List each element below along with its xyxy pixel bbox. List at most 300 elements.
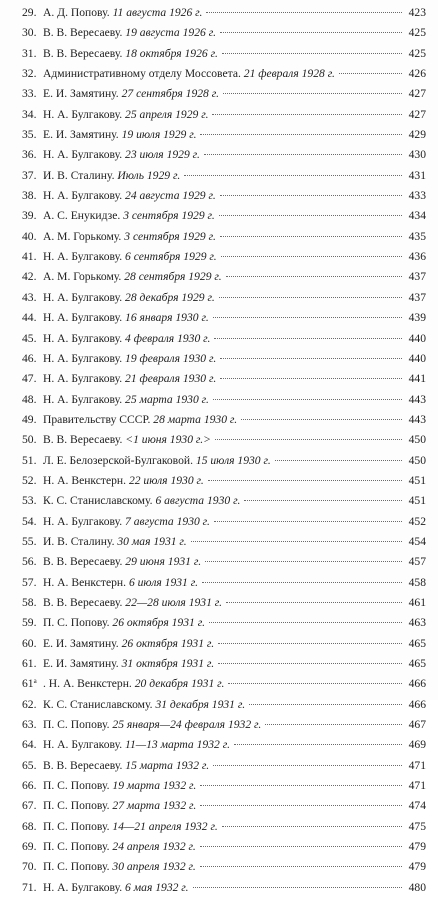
entry-number-text: 59. [22,616,37,630]
toc-entry [22,349,426,369]
entry-title [43,410,237,430]
dot-leader [213,399,402,400]
entry-date: 6 августа 1930 г. [155,494,241,508]
entry-page-number: 425 [408,26,426,40]
entry-title [43,247,217,267]
entry-date: 3 сентября 1929 г. [124,229,216,243]
entry-title [43,44,218,64]
dot-leader [213,765,402,766]
toc-entry [22,552,426,572]
dot-leader [202,582,402,583]
dot-leader [200,846,402,847]
entry-number-text: 39. [22,209,37,223]
dot-leader [221,256,402,257]
dot-leader [213,317,402,318]
dot-leader [200,134,402,135]
dot-leader [244,500,402,501]
entry-title [43,532,187,552]
entry-number-text: 41. [22,250,37,264]
entry-number-text: 43. [22,290,37,304]
toc-entry [22,573,426,593]
entry-page-number: 431 [408,168,426,182]
entry-date: 15 июля 1930 г. [195,453,271,467]
dot-leader [220,236,402,237]
dot-leader [234,744,402,745]
entry-number [22,735,43,755]
toc-entry [22,857,426,877]
dot-leader [275,460,402,461]
entry-page-number: 465 [408,657,426,670]
entry-date: 19 июля 1929 г. [121,128,197,142]
entry-page-number: 423 [408,6,426,19]
entry-number-text: 70. [22,860,37,874]
entry-title [43,329,210,349]
entry-title [43,430,211,450]
toc-entry [22,491,426,511]
toc-entry [22,674,426,694]
entry-recipient: П. С. Попову. [43,840,110,854]
entry-date: 24 августа 1929 г. [125,189,216,203]
entry-recipient: Н. А. Булгакову. [43,880,123,894]
entry-number [22,695,43,715]
entry-recipient: Н. А. Булгакову. [43,189,123,203]
entry-date: 28 декабря 1929 г. [125,290,215,304]
entry-number-text: 65. [22,758,37,772]
dot-leader [214,338,402,339]
toc-entry [22,329,426,349]
entry-title [43,105,208,125]
entry-title [43,451,271,471]
entry-date: 20 декабря 1931 г. [134,677,225,691]
entry-page-number: 466 [408,677,426,691]
entry-date: 6 сентября 1929 г. [125,250,217,264]
toc-entry [22,390,426,410]
dot-leader [223,93,402,94]
entry-recipient: Е. И. Замятину. [43,657,119,670]
entry-number-text: 32. [22,67,37,81]
entry-number [22,267,43,287]
entry-page-number: 427 [408,107,426,121]
entry-number [22,837,43,857]
entry-date: 27 марта 1932 г. [112,799,197,813]
entry-recipient: Л. Е. Белозерской-Булгаковой. [43,453,193,467]
entry-date: 21 февраля 1928 г. [243,67,335,81]
entry-number [22,186,43,206]
entry-recipient: Н. А. Булгакову. [43,351,123,365]
dot-leader [265,724,402,725]
entry-number-text: 56. [22,555,37,569]
entry-page-number: 480 [408,880,426,894]
entry-page-number: 458 [408,575,426,589]
entry-date: 3 сентября 1929 г. [123,209,215,223]
entry-date: 23 июля 1929 г. [125,148,200,162]
entry-number [22,613,43,633]
toc-entry [22,145,426,165]
entry-date: Июль 1929 г. [117,168,181,182]
entry-number-text: 37. [22,168,37,182]
entry-recipient: П. С. Попову. [43,718,110,732]
entry-recipient: А. М. Горькому. [43,229,122,243]
entry-recipient: Н. А. Венкстерн. [43,575,127,589]
toc-entry [22,695,426,715]
dot-leader [215,439,402,440]
entry-page-number: 466 [408,697,426,711]
entry-recipient: К. С. Станиславскому. [43,697,153,711]
entry-number-text: 31. [22,46,37,60]
entry-page-number: 425 [408,46,426,60]
entry-number-text: 33. [22,87,37,101]
entry-recipient: И. В. Сталину. [43,534,115,548]
entry-recipient: Н. А. Булгакову. [43,372,123,386]
entry-number-text: 52. [22,473,37,487]
entry-number [22,247,43,267]
entry-title [43,64,335,84]
entry-recipient: А. Д. Попову. [43,6,110,19]
entry-number-text: 35. [22,128,37,142]
entry-recipient: Е. И. Замятину. [43,87,119,101]
entry-number-text: 40. [22,229,37,243]
entry-date: 11 августа 1926 г. [112,6,203,19]
entry-title [43,349,216,369]
entry-number [22,125,43,145]
entry-title [43,674,224,694]
toc-entry [22,613,426,633]
entry-recipient: И. В. Сталину. [43,168,115,182]
dot-leader [220,32,402,33]
toc-entry [22,817,426,837]
entry-title [43,23,216,43]
entry-number [22,206,43,226]
toc-entry [22,308,426,328]
entry-number [22,145,43,165]
entry-number-text: 58. [22,595,37,609]
dot-leader [222,53,402,54]
dot-leader [226,602,402,603]
entry-number [22,552,43,572]
entry-title [43,186,216,206]
entry-number [22,23,43,43]
entry-recipient: Н. А. Булгакову. [43,331,123,345]
entry-title [43,84,219,104]
toc-entry [22,64,426,84]
table-of-contents [22,3,426,898]
entry-number-text: 67. [22,799,37,813]
entry-date: 22—28 июля 1931 г. [125,595,223,609]
entry-number [22,532,43,552]
entry-title [43,796,196,816]
entry-page-number: 469 [408,738,426,752]
entry-date: 29 июня 1931 г. [125,555,202,569]
entry-number-text: 29. [22,6,37,19]
entry-number-text: 55. [22,534,37,548]
entry-number [22,857,43,877]
dot-leader [206,12,402,13]
entry-number-text: 61. [22,657,37,670]
dot-leader [193,887,402,888]
dot-leader [205,561,402,562]
entry-recipient: А. С. Енукидзе. [43,209,121,223]
entry-title [43,715,261,735]
entry-page-number: 440 [408,331,426,345]
entry-date: 25 января—24 февраля 1932 г. [112,718,262,732]
entry-page-number: 437 [408,290,426,304]
entry-number [22,796,43,816]
entry-recipient: П. С. Попову. [43,616,110,630]
entry-number [22,776,43,796]
toc-entry [22,267,426,287]
toc-entry [22,451,426,471]
entry-recipient: Н. А. Булгакову. [43,290,123,304]
toc-entry [22,3,426,23]
entry-page-number: 467 [408,718,426,732]
toc-entry [22,634,426,654]
entry-number [22,390,43,410]
entry-page-number: 434 [408,209,426,223]
entry-number [22,227,43,247]
entry-recipient: В. В. Вересаеву. [43,26,123,40]
dot-leader [200,785,402,786]
entry-number [22,166,43,186]
entry-title [43,735,230,755]
entry-title [43,634,214,654]
entry-recipient: . Н. А. Венкстерн. [43,677,132,691]
dot-leader [209,622,402,623]
entry-number [22,308,43,328]
entry-page-number: 454 [408,534,426,548]
entry-recipient: Н. А. Булгакову. [43,250,123,264]
entry-title [43,308,209,328]
entry-page-number: 451 [408,473,426,487]
dot-leader [191,541,402,542]
dot-leader [219,215,402,216]
entry-recipient: Н. А. Булгакову. [43,514,123,528]
entry-date: 21 февраля 1930 г. [125,372,217,386]
toc-entry [22,776,426,796]
entry-recipient: Е. И. Замятину. [43,128,119,142]
entry-date: 28 марта 1930 г. [153,412,238,426]
entry-number-text: 38. [22,189,37,203]
entry-date: 11—13 марта 1932 г. [125,738,230,752]
entry-number [22,44,43,64]
entry-recipient: В. В. Вересаеву. [43,758,123,772]
entry-recipient: П. С. Попову. [43,819,110,833]
entry-number [22,674,43,694]
entry-number [22,3,43,23]
dot-leader [212,114,402,115]
entry-number-text: 60. [22,636,37,650]
entry-title [43,145,200,165]
entry-title [43,857,196,877]
entry-number-text: 54. [22,514,37,528]
entry-number-text: 63. [22,718,37,732]
entry-number [22,329,43,349]
toc-entry [22,715,426,735]
entry-number [22,288,43,308]
entry-date: 14—21 апреля 1932 г. [112,819,218,833]
entry-date: 18 октября 1926 г. [125,46,218,60]
entry-page-number: 435 [408,229,426,243]
entry-title [43,369,216,389]
entry-number-text: 68. [22,819,37,833]
dot-leader [222,826,402,827]
toc-entry [22,105,426,125]
entry-date: 19 февраля 1930 г. [125,351,217,365]
entry-number-text: 64. [22,738,37,752]
toc-entry [22,44,426,64]
entry-date: 6 июля 1931 г. [128,575,199,589]
entry-number-text: 48. [22,392,37,406]
dot-leader [241,419,402,420]
entry-recipient: А. М. Горькому. [43,270,122,284]
entry-number-text: 44. [22,311,37,325]
entry-page-number: 437 [408,270,426,284]
entry-date: 28 сентября 1929 г. [124,270,222,284]
dot-leader [228,683,402,684]
entry-date: 30 мая 1931 г. [117,534,187,548]
toc-entry [22,288,426,308]
entry-recipient: Н. А. Булгакову. [43,311,123,325]
entry-page-number: 475 [408,819,426,833]
entry-page-number: 429 [408,128,426,142]
toc-entry [22,125,426,145]
entry-number-text: 47. [22,372,37,386]
entry-number-text: 62. [22,697,37,711]
entry-number-text: 57. [22,575,37,589]
dot-leader [184,175,402,176]
entry-date: 6 мая 1932 г. [125,880,189,894]
entry-recipient: В. В. Вересаеву. [43,46,123,60]
entry-date: 19 марта 1932 г. [112,779,197,793]
entry-page-number: 474 [408,799,426,813]
entry-number-text: 49. [22,412,37,426]
entry-recipient: Н. А. Булгакову. [43,148,123,162]
entry-date: 27 сентября 1928 г. [121,87,219,101]
entry-page-number: 450 [408,433,426,447]
toc-entry [22,23,426,43]
entry-number [22,491,43,511]
entry-date: 22 июля 1930 г. [128,473,204,487]
entry-page-number: 439 [408,311,426,325]
toc-entry [22,430,426,450]
entry-number [22,410,43,430]
entry-title [43,776,196,796]
dot-leader [204,154,402,155]
entry-number-text: 36. [22,148,37,162]
entry-title [43,512,210,532]
entry-date: 30 апреля 1932 г. [112,860,196,874]
entry-number [22,756,43,776]
dot-leader [218,663,402,664]
entry-number-text: 45. [22,331,37,345]
entry-page-number: 426 [408,67,426,81]
entry-recipient: Н. А. Булгакову. [43,738,123,752]
entry-title [43,491,240,511]
entry-title [43,267,222,287]
entry-number [22,369,43,389]
entry-date: 26 октября 1931 г. [121,636,215,650]
entry-recipient: П. С. Попову. [43,860,110,874]
entry-recipient: Н. А. Венкстерн. [43,473,127,487]
entry-number-suffix: а [33,677,37,686]
toc-entry [22,410,426,430]
entry-page-number: 471 [408,779,426,793]
entry-date: 19 августа 1926 г. [125,26,216,40]
entry-recipient: Н. А. Булгакову. [43,392,123,406]
entry-title [43,166,180,186]
entry-title [43,3,202,23]
entry-number [22,634,43,654]
entry-page-number: 440 [408,351,426,365]
entry-recipient: К. С. Станиславскому. [43,494,153,508]
entry-title [43,390,209,410]
entry-page-number: 427 [408,87,426,101]
entry-page-number: 451 [408,494,426,508]
entry-title [43,878,189,898]
toc-entry [22,247,426,267]
entry-page-number: 457 [408,555,426,569]
dot-leader [218,643,402,644]
entry-number [22,349,43,369]
entry-title [43,552,201,572]
dot-leader [339,73,402,74]
entry-number [22,105,43,125]
entry-recipient: П. С. Попову. [43,799,110,813]
entry-number-text: 69. [22,840,37,854]
dot-leader [220,195,402,196]
entry-date: 25 марта 1930 г. [125,392,209,406]
toc-entry [22,735,426,755]
entry-title [43,227,216,247]
entry-page-number: 443 [408,412,426,426]
entry-number-text: 61 [22,677,34,691]
entry-recipient: Административному отделу Моссовета. [43,67,241,81]
toc-entry [22,471,426,491]
entry-number [22,878,43,898]
entry-date: 16 января 1930 г. [125,311,209,325]
entry-number-text: 42. [22,270,37,284]
entry-page-number: 450 [408,453,426,467]
entry-number [22,593,43,613]
toc-entry [22,84,426,104]
entry-recipient: П. С. Попову. [43,779,110,793]
toc-entry [22,837,426,857]
toc-entry [22,186,426,206]
entry-number-text: 50. [22,433,37,447]
entry-recipient: Н. А. Булгакову. [43,107,123,121]
toc-entry [22,512,426,532]
dot-leader [200,805,402,806]
dot-leader [226,276,402,277]
entry-date: 7 августа 1930 г. [125,514,210,528]
dot-leader [219,297,402,298]
entry-title [43,613,205,633]
dot-leader [220,358,402,359]
entry-page-number: 441 [408,372,426,386]
entry-page-number: 461 [408,595,426,609]
toc-entry [22,593,426,613]
entry-recipient: Е. И. Замятину. [43,636,119,650]
entry-page-number: 479 [408,860,426,874]
dot-leader [200,866,402,867]
entry-page-number: 433 [408,189,426,203]
entry-page-number: 452 [408,514,426,528]
toc-entry [22,756,426,776]
entry-number [22,84,43,104]
entry-number [22,654,43,674]
entry-recipient: Правительству СССР. [43,412,151,426]
toc-entry [22,227,426,247]
entry-page-number: 443 [408,392,426,406]
